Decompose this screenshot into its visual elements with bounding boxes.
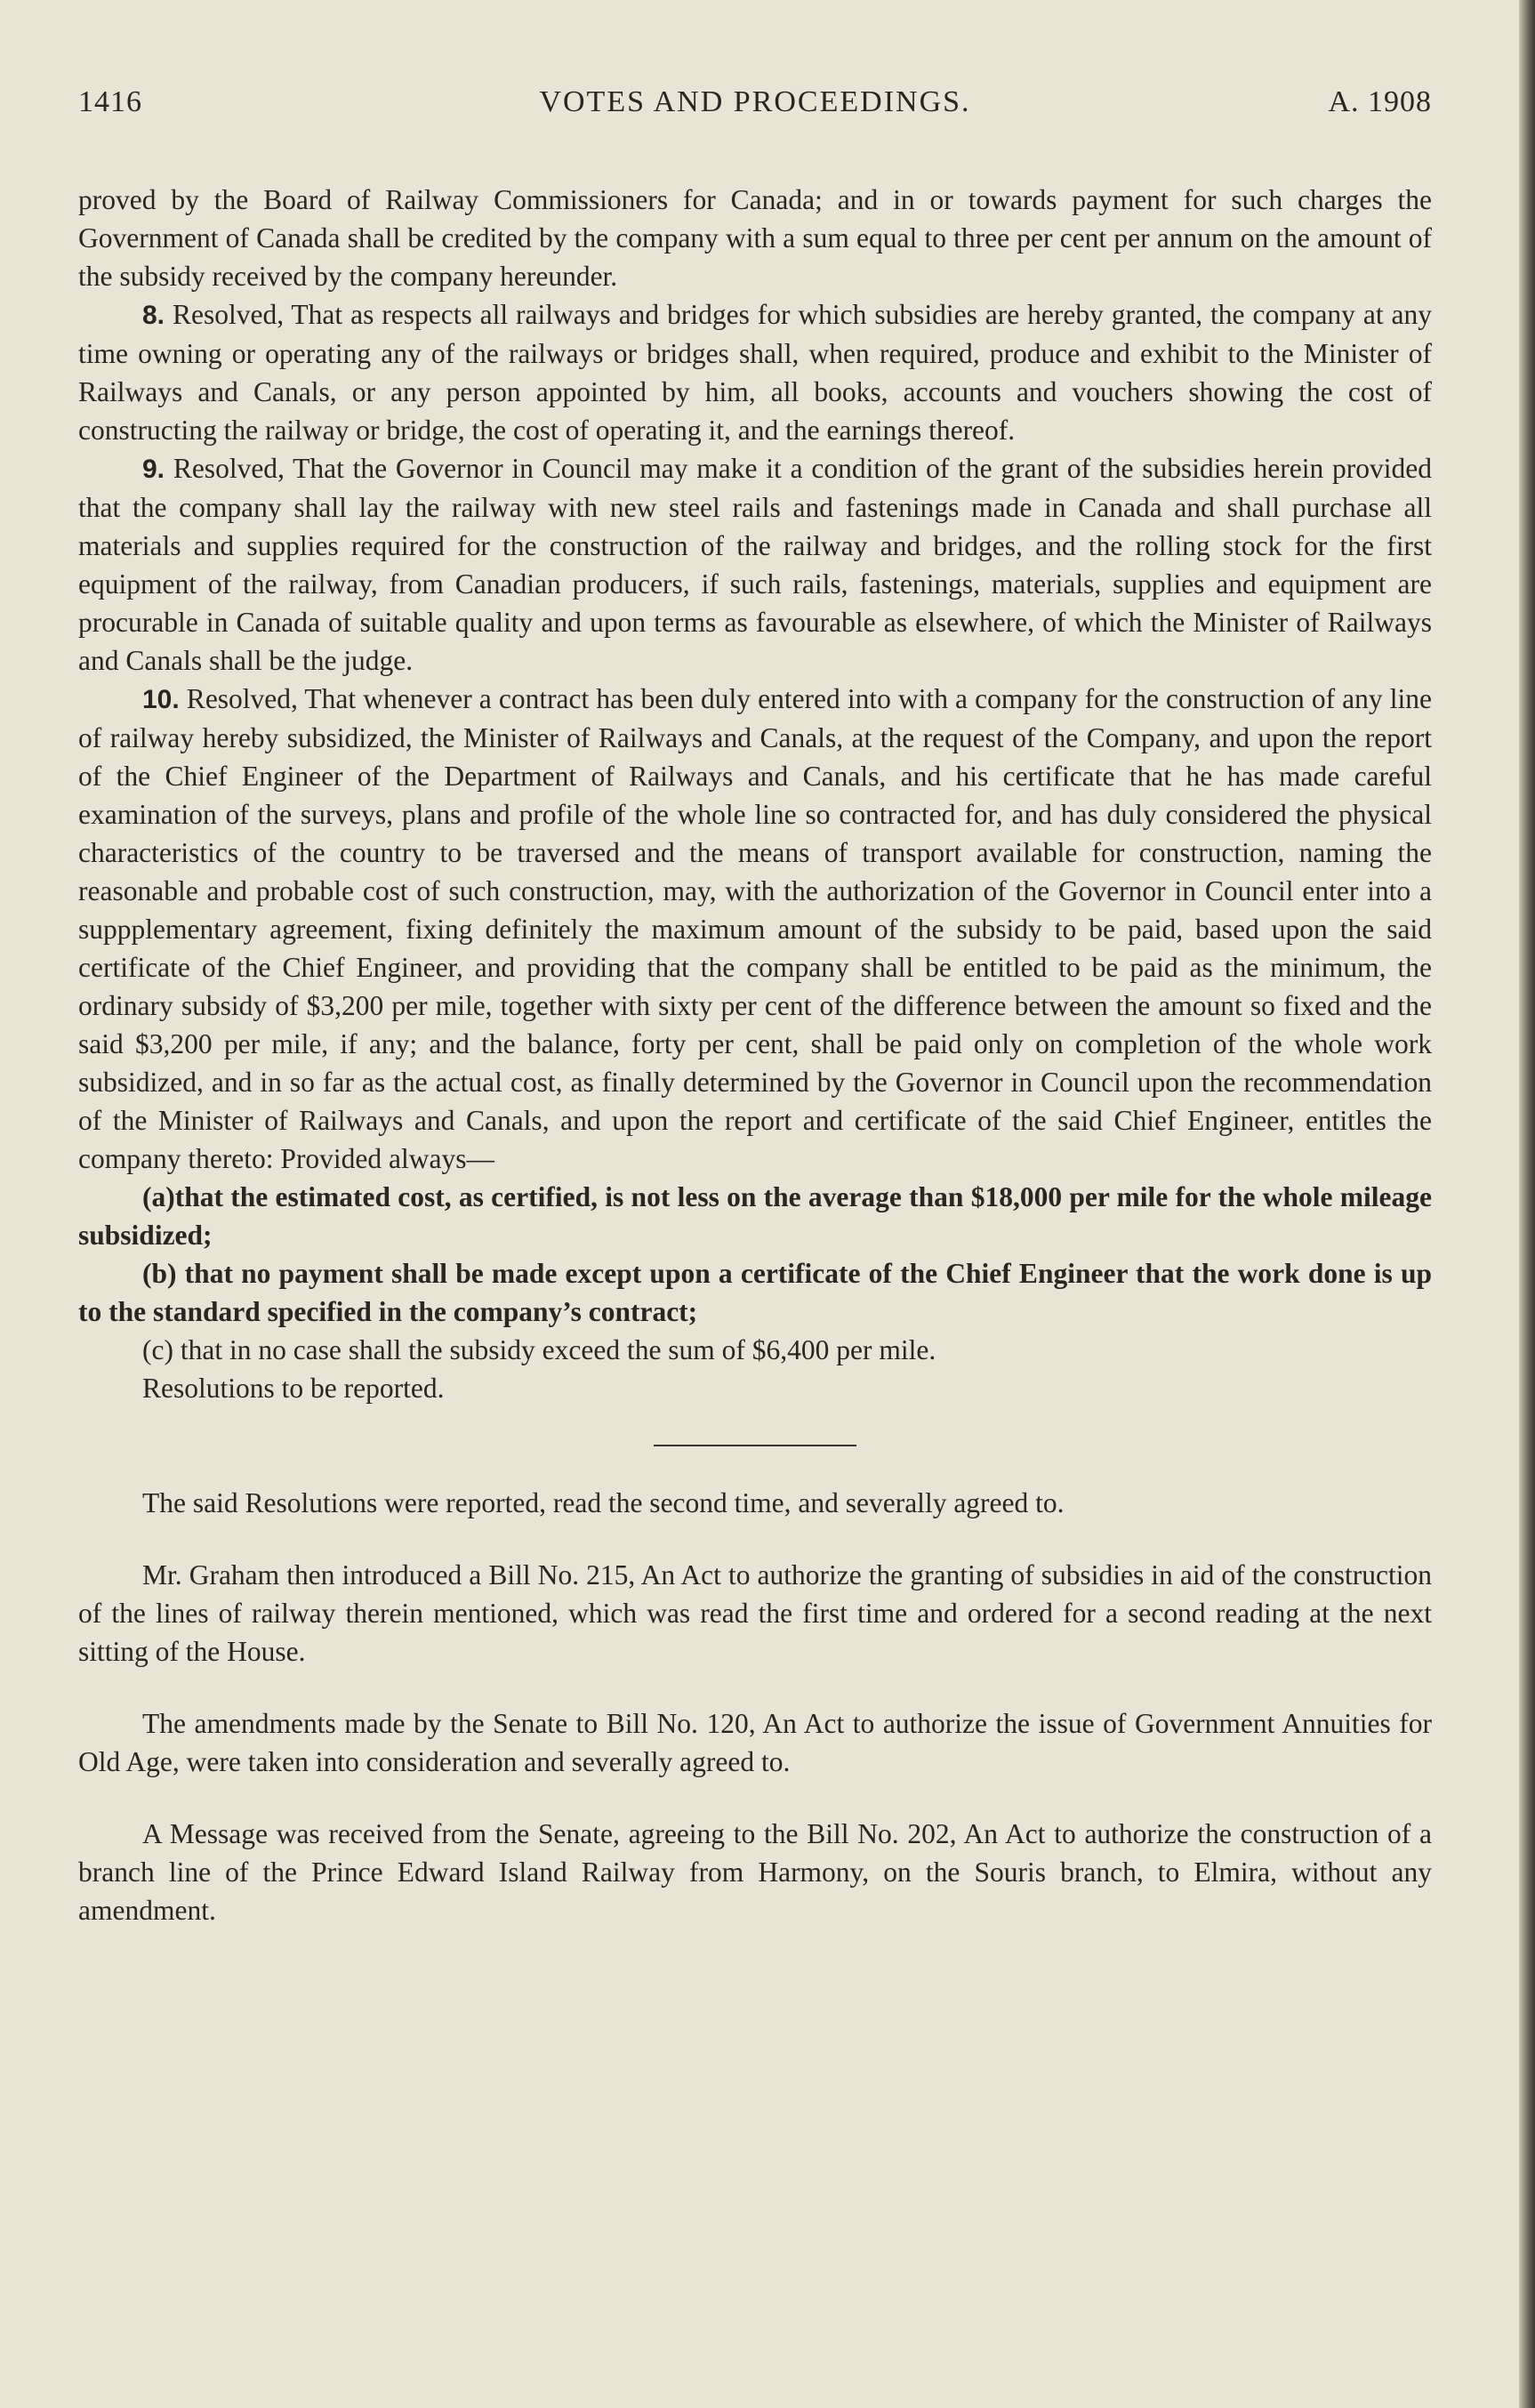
resolution-text: Resolved, That whenever a contract has been duly entered into with a company for the construction of any line of railway hereby subsidized, the Minister of Railways and Canals, at the request of the Company, and upon the report of the Chief Engineer of the Department of Railways and Canals, and his certificate that he has made careful examination of the surveys, plans and profile of the whole line so contracted for, and has duly considered the physical characteristics of the country to be traversed and the means of transport available for construction, naming the reasonable and probable cost of such construction, may, with the authorization of the Governor in Council enter into a suppplementary agreement, fixing definitely the maximum amount of the subsidy to be paid, based upon the said certificate of the Chief Engineer, and providing that the company shall be entitled to be paid as the minimum, the ordinary subsidy of $3,200 per mile, together with sixty per cent of the difference between the amount so fixed and the said $3,200 per mile, if any; and the balance, forty per cent, shall be paid only on completion of the whole work subsidized, and in so far as the actual cost, as finally determined by the Governor in Council upon the recommendation of the Minister of Railways and Canals, and upon the report and certificate of the said Chief Engineer, entitles the company thereto: Provided always—: [78, 683, 1432, 1174]
resolution-text: Resolved, That the Governor in Council may make it a condition of the grant of the subsidies herein provided that the company shall lay the railway with new steel rails and fastenings made in Canada and shall purchase all materials and supplies required for the construction of the railway and bridges, and the rolling stock for the first equipment of the railway, from Canadian producers, if such rails, fastenings, materials, supplies and equipment are procurable in Canada of suitable quality and upon terms as favourable as elsewhere, of which the Minister of Railways and Canals shall be the judge.: [78, 453, 1432, 676]
resolution-number: 8.: [142, 301, 165, 330]
paragraph-resolution-9: [78, 449, 1432, 680]
running-header: [78, 85, 1432, 130]
resolution-number: 10.: [142, 685, 180, 714]
resolution-text: Resolved, That as respects all railways and bridges for which subsidies are hereby granted, the company at any time owning or operating any of the railways or bridges shall, when required, produce and exhibit to the Minister of Railways and Canals, or any person appointed by him, all books, accounts and vouchers showing the cost of constructing the railway or bridge, the cost of operating it, and the earnings thereof.: [78, 299, 1432, 446]
paragraph-resolution-10: [78, 680, 1432, 1178]
proviso-b: (b) that no payment shall be made except upon a certificate of the Chief Engineer that the work done is up to the standard specified in the company’s contract;: [78, 1258, 1432, 1327]
paragraph-agreed: The said Resolutions were reported, read the second time, and severally agreed to.: [142, 1487, 1065, 1518]
paragraph-resolution-8: [78, 295, 1432, 449]
page-body: [78, 181, 1432, 1929]
page-binding-edge: [1519, 0, 1535, 2408]
paragraph-intro: proved by the Board of Railway Commissioners for Canada; and in or towards payment for such charges the Government of Canada shall be credited by the company with a sum equal to three per cent per annum on the amount of the subsidy received by the company hereunder.: [78, 184, 1432, 292]
resolution-number: 9.: [142, 455, 165, 484]
paragraph-senate-amendments: The amendments made by the Senate to Bill No. 120, An Act to authorize the issue of Government Annuities for Old Age, were taken into consideration and severally agreed to.: [78, 1708, 1432, 1777]
paragraph-senate-message: A Message was received from the Senate, agreeing to the Bill No. 202, An Act to authorize the construction of a branch line of the Prince Edward Island Railway from Harmony, on the Souris branch, to Elmira, without any amendment.: [78, 1818, 1432, 1926]
page-number: 1416: [78, 85, 142, 118]
paragraph-graham-bill: Mr. Graham then introduced a Bill No. 215, An Act to authorize the granting of subsidies in aid of the construction of the lines of railway therein mentioned, which was read the first time and ordered for a second reading at the next sitting of the House.: [78, 1559, 1432, 1667]
paragraph-reported: Resolutions to be reported.: [142, 1373, 445, 1404]
section-divider: [654, 1445, 856, 1446]
proviso-c: (c) that in no case shall the subsidy exceed the sum of $6,400 per mile.: [142, 1334, 936, 1365]
page-title: VOTES AND PROCEEDINGS.: [539, 85, 971, 118]
header-year: A. 1908: [1328, 85, 1432, 118]
proviso-a: (a)that the estimated cost, as certified, is not less on the average than $18,000 per mile for the whole mileage subsidized;: [78, 1181, 1432, 1251]
